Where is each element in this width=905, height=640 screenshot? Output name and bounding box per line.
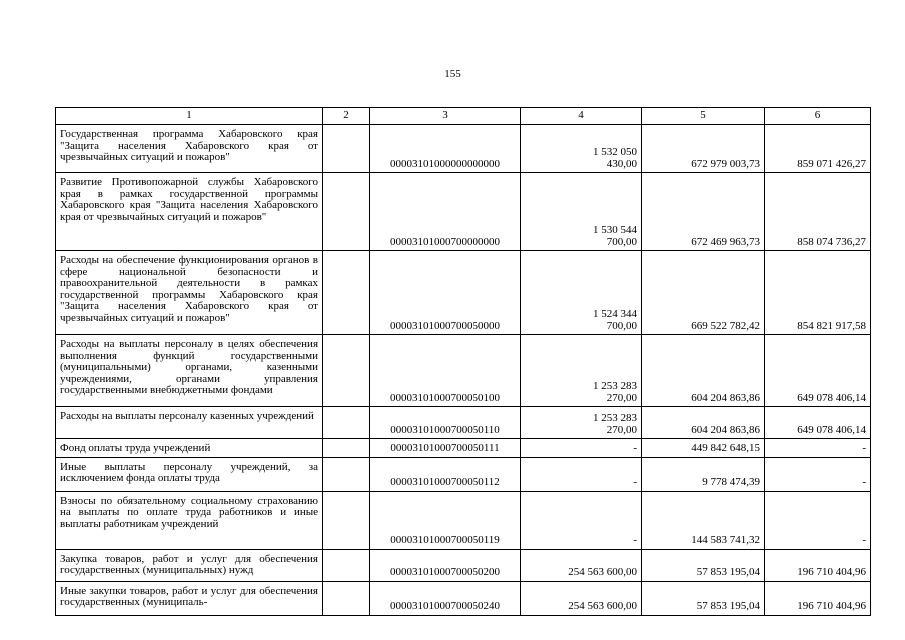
table-row [56, 581, 871, 615]
row-col2-cell [323, 251, 370, 335]
row-value-4-cell: - [521, 439, 642, 458]
table-row [56, 549, 871, 581]
row-value-4-cell: 254 563 600,00 [521, 581, 642, 615]
table-row [56, 251, 871, 335]
row-name-cell: Взносы по обязательному социальному страхованию на выплаты по оплате труда работников и иные выплаты работникам учреждений [56, 491, 323, 549]
column-header: 1 [56, 108, 323, 125]
table-header-row [56, 108, 871, 125]
row-name-cell: Государственная программа Хабаровского края "Защита населения Хабаровского края от чрезвычайных ситуаций и пожаров" [56, 125, 323, 173]
column-header: 2 [323, 108, 370, 125]
row-value-6-cell: 649 078 406,14 [765, 407, 871, 439]
column-header: 6 [765, 108, 871, 125]
table-row [56, 407, 871, 439]
column-header: 3 [370, 108, 521, 125]
row-col2-cell [323, 125, 370, 173]
row-col2-cell [323, 457, 370, 491]
row-col2-cell [323, 335, 370, 407]
row-code-cell: 00003101000700050110 [370, 407, 521, 439]
row-code-cell: 00003101000700050200 [370, 549, 521, 581]
row-value-4-cell: 1 253 283 270,00 [521, 407, 642, 439]
row-value-5-cell: 57 853 195,04 [642, 549, 765, 581]
row-value-6-cell: 196 710 404,96 [765, 581, 871, 615]
row-value-6-cell: 649 078 406,14 [765, 335, 871, 407]
budget-table [55, 107, 871, 616]
row-value-5-cell: 9 778 474,39 [642, 457, 765, 491]
row-code-cell: 00003101000700050000 [370, 251, 521, 335]
row-name-cell: Иные выплаты персоналу учреждений, за исключением фонда оплаты труда [56, 457, 323, 491]
row-col2-cell [323, 439, 370, 458]
row-code-cell: 00003101000000000000 [370, 125, 521, 173]
row-value-4-cell: - [521, 457, 642, 491]
row-value-6-cell: - [765, 439, 871, 458]
row-value-5-cell: 604 204 863,86 [642, 335, 765, 407]
row-value-5-cell: 672 979 003,73 [642, 125, 765, 173]
row-name-cell: Расходы на выплаты персоналу в целях обеспечения выполнения функций государственными (муниципальными) органами, казенными учреждениями, органами управления государственными внебюджетными фондами [56, 335, 323, 407]
row-value-4-cell: 1 524 344 700,00 [521, 251, 642, 335]
row-col2-cell [323, 407, 370, 439]
row-value-5-cell: 669 522 782,42 [642, 251, 765, 335]
row-code-cell: 00003101000700050240 [370, 581, 521, 615]
row-name-cell: Фонд оплаты труда учреждений [56, 439, 323, 458]
row-col2-cell [323, 173, 370, 251]
row-name-cell: Расходы на выплаты персоналу казенных учреждений [56, 407, 323, 439]
row-value-4-cell: 1 532 050 430,00 [521, 125, 642, 173]
row-col2-cell [323, 549, 370, 581]
row-col2-cell [323, 491, 370, 549]
row-code-cell: 00003101000700050119 [370, 491, 521, 549]
table-row [56, 457, 871, 491]
table-row [56, 173, 871, 251]
row-name-cell: Расходы на обеспечение функционирования органов в сфере национальной безопасности и правоохранительной деятельности в рамках государственной программы Хабаровского края "Защита населения Хабаровского края от чрезвычайных ситуаций и пожаров" [56, 251, 323, 335]
row-value-6-cell: - [765, 457, 871, 491]
row-name-cell: Развитие Противопожарной службы Хабаровского края в рамках государственной программы Хабаровского края "Защита населения Хабаровского края от чрезвычайных ситуаций и пожаров" [56, 173, 323, 251]
table-row [56, 335, 871, 407]
row-code-cell: 00003101000700000000 [370, 173, 521, 251]
row-col2-cell [323, 581, 370, 615]
row-value-6-cell: 854 821 917,58 [765, 251, 871, 335]
row-value-4-cell: 254 563 600,00 [521, 549, 642, 581]
row-value-5-cell: 57 853 195,04 [642, 581, 765, 615]
row-value-5-cell: 144 583 741,32 [642, 491, 765, 549]
row-code-cell: 00003101000700050111 [370, 439, 521, 458]
table-row [56, 439, 871, 458]
row-code-cell: 00003101000700050100 [370, 335, 521, 407]
row-value-6-cell: 859 071 426,27 [765, 125, 871, 173]
row-value-4-cell: - [521, 491, 642, 549]
row-name-cell: Иные закупки товаров, работ и услуг для обеспечения государственных (муниципаль- [56, 581, 323, 615]
row-name-cell: Закупка товаров, работ и услуг для обеспечения государственных (муниципальных) нужд [56, 549, 323, 581]
row-value-6-cell: 858 074 736,27 [765, 173, 871, 251]
row-value-5-cell: 604 204 863,86 [642, 407, 765, 439]
table-row [56, 491, 871, 549]
row-value-5-cell: 672 469 963,73 [642, 173, 765, 251]
row-value-5-cell: 449 842 648,15 [642, 439, 765, 458]
column-header: 4 [521, 108, 642, 125]
page-number: 155 [444, 68, 461, 80]
row-value-6-cell: 196 710 404,96 [765, 549, 871, 581]
column-header: 5 [642, 108, 765, 125]
row-value-4-cell: 1 530 544 700,00 [521, 173, 642, 251]
row-code-cell: 00003101000700050112 [370, 457, 521, 491]
table-row [56, 125, 871, 173]
budget-table-body [56, 108, 871, 616]
row-value-4-cell: 1 253 283 270,00 [521, 335, 642, 407]
row-value-6-cell: - [765, 491, 871, 549]
